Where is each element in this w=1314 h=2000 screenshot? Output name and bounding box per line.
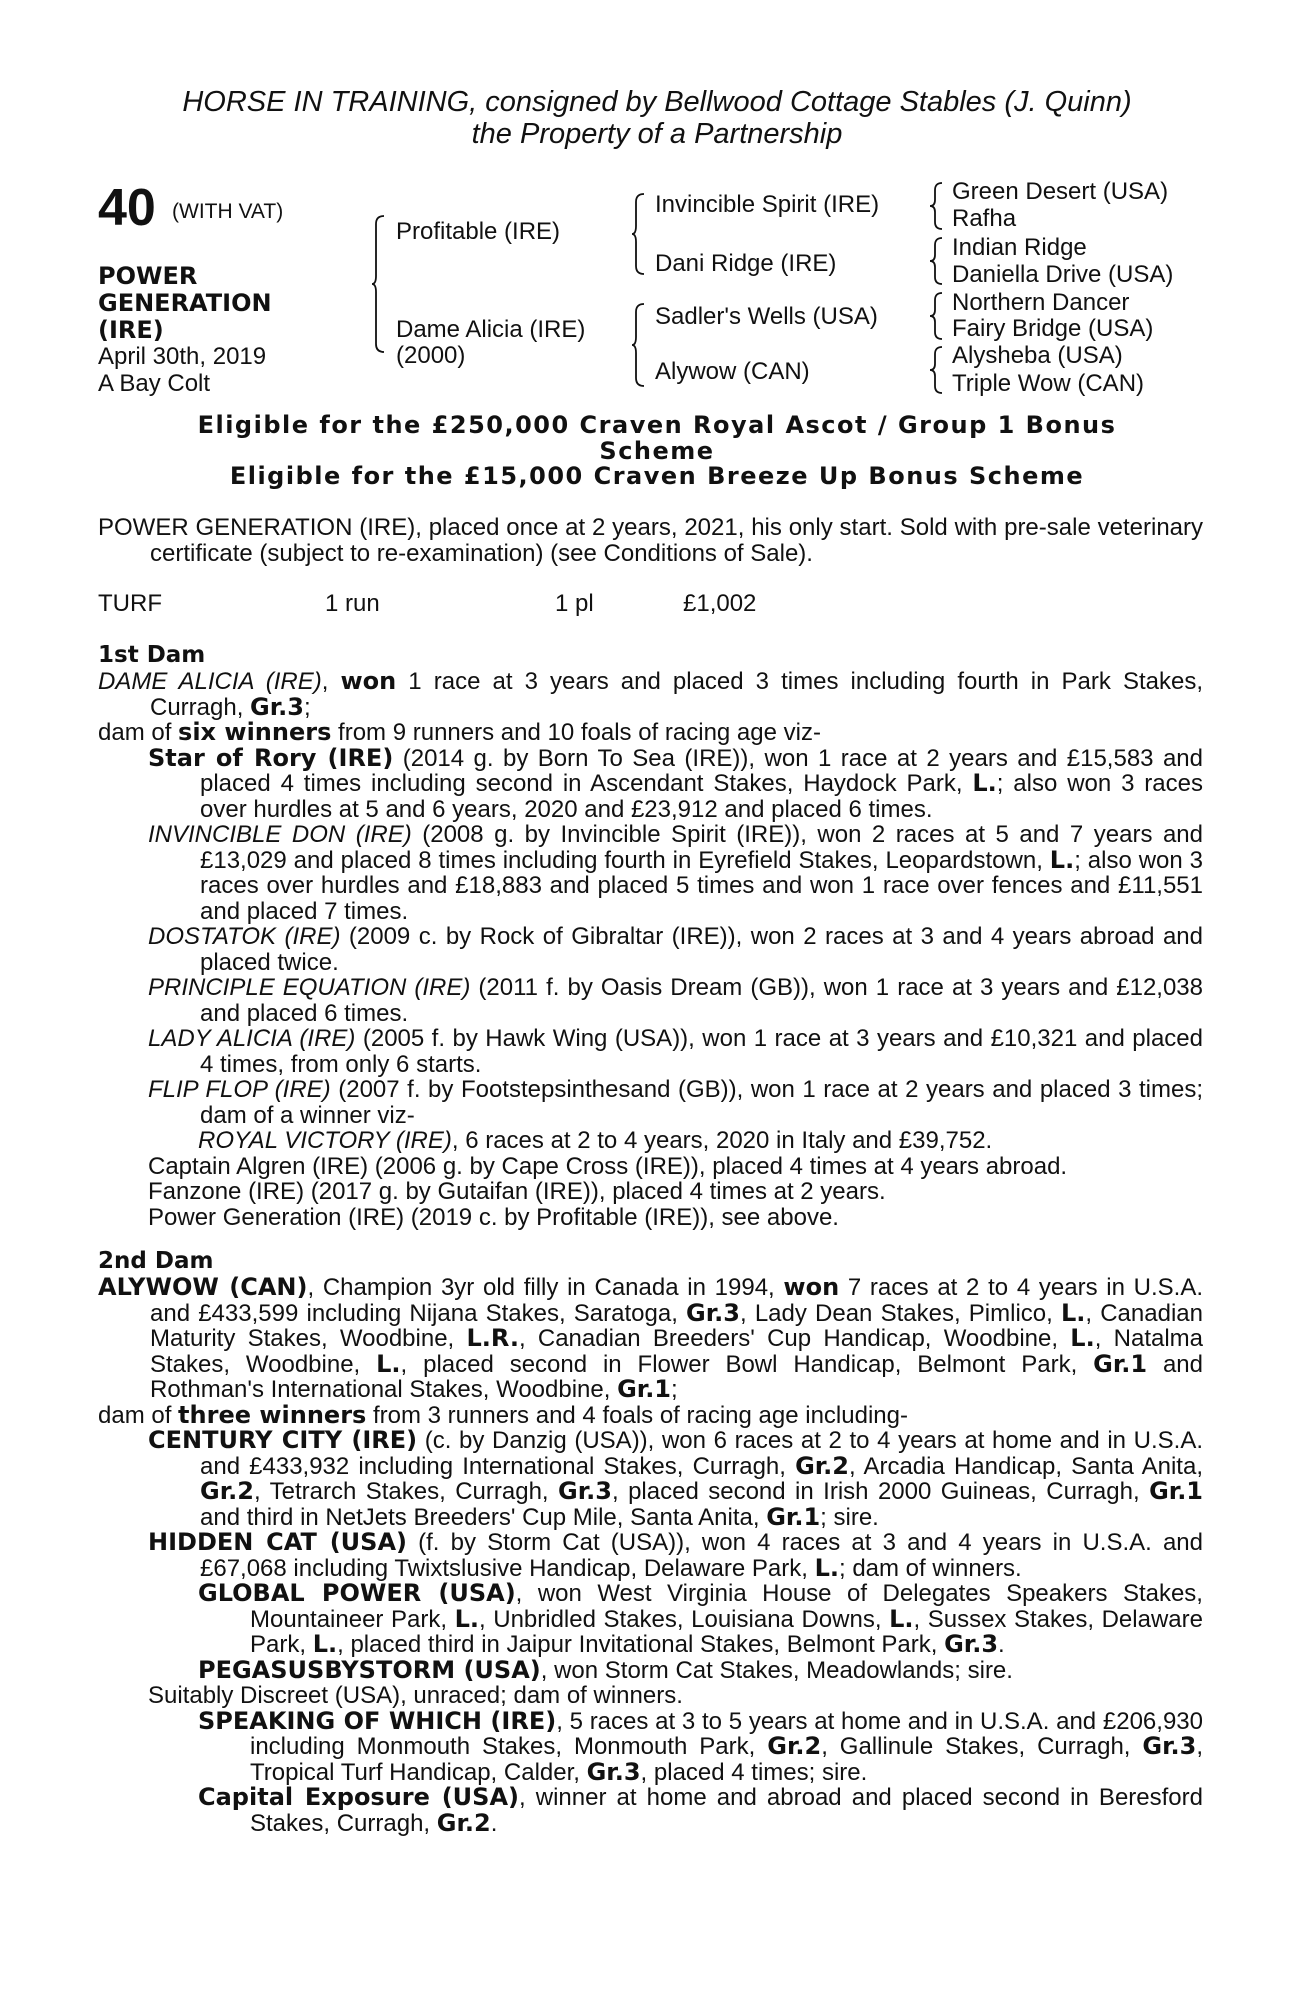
grade-label: Gr.2 — [795, 1451, 849, 1480]
grand-produce-entry — [98, 1706, 1203, 1786]
turf-placed: 1 pl — [555, 590, 594, 617]
produce-text: , Sussex Stakes, Delaware Park, — [250, 1605, 1203, 1658]
produce-name: PRINCIPLE EQUATION (IRE) — [148, 974, 471, 1001]
lot-number: 40 — [98, 179, 156, 237]
produce-text: ; also won 3 races over hurdles at 5 and 6 years, 2020 and £23,912 and placed 6 times. — [200, 770, 1203, 823]
produce-text: , Tropical Turf Handicap, Calder, — [250, 1733, 1203, 1786]
pedigree-sire: Profitable (IRE) — [396, 218, 561, 245]
record-text: , Natalma Stakes, Woodbine, — [150, 1325, 1204, 1378]
produce-text: , Unbridled Stakes, Louisiana Downs, — [479, 1605, 890, 1633]
produce-name: DOSTATOK (IRE) — [148, 923, 341, 950]
second-dam-produce-summary — [98, 1400, 1203, 1429]
intro-section — [98, 515, 1203, 566]
pedigree-bracket-sire — [632, 192, 646, 276]
pedigree-bracket-main — [372, 214, 386, 354]
pedigree-ggp-1: Green Desert (USA) — [952, 178, 1169, 205]
pedigree-sire-dam: Dani Ridge (IRE) — [655, 250, 837, 277]
grade-label: L. — [376, 1349, 401, 1378]
pedigree-ggp-6: Fairy Bridge (USA) — [952, 315, 1154, 342]
vat-label: (WITH VAT) — [172, 200, 284, 223]
produce-name: SPEAKING OF WHICH (IRE) — [198, 1706, 557, 1735]
produce-entry — [98, 743, 1203, 823]
bonus-line-1: Eligible for the £250,000 Craven Royal Ascot / Group 1 Bonus — [197, 411, 1117, 439]
pedigree-ggp-2: Rafha — [952, 205, 1017, 232]
horse-name-line-3: (IRE) — [98, 316, 164, 344]
produce-text: , 5 races at 3 to 5 years at home and in U.S.A. and £206,930 including Monmouth Stakes, Monmouth Park, — [250, 1707, 1203, 1760]
pedigree-bracket-ggp-1 — [930, 181, 944, 231]
pedigree-ggp-7: Alysheba (USA) — [952, 342, 1123, 369]
produce-text: ; dam of winners. — [838, 1554, 1022, 1582]
grade-label: Gr.3 — [250, 692, 304, 721]
produce-text: . — [490, 1809, 498, 1837]
grade-label: Gr.3 — [944, 1630, 999, 1658]
produce-entry — [98, 924, 1203, 975]
produce-text: and third in NetJets Breeders' Cup Mile, Santa Anita, — [200, 1503, 767, 1531]
produce-name: INVINCIBLE DON (IRE) — [148, 821, 412, 848]
first-dam-name: DAME ALICIA (IRE) — [98, 668, 322, 695]
grade-label: Gr.2 — [767, 1732, 822, 1760]
produce-name: GLOBAL POWER (USA) — [198, 1579, 516, 1607]
produce-entry — [98, 822, 1203, 924]
pedigree-ggp-8: Triple Wow (CAN) — [952, 370, 1145, 397]
grade-label: Gr.1 — [1093, 1349, 1148, 1378]
produce-entry — [98, 1077, 1203, 1128]
record-text: and Rothman's International Stakes, Woodbine, — [150, 1350, 1203, 1403]
second-dam-record — [98, 1275, 1203, 1403]
produce-text: . — [998, 1631, 1005, 1658]
grade-label: L. — [1049, 845, 1075, 874]
turf-label: TURF — [98, 590, 162, 617]
record-text: , Canadian Maturity Stakes, Woodbine, — [150, 1299, 1203, 1352]
won-label: won — [340, 667, 397, 695]
pedigree-dam-year: (2000) — [396, 342, 466, 369]
produce-entry: Captain Algren (IRE) (2006 g. by Cape Cross (IRE)), placed 4 times at 4 years abroad. — [148, 1152, 1068, 1180]
grade-label: L. — [454, 1604, 479, 1633]
produce-text: (c. by Danzig (USA)), won 6 races at 2 to 4 years at home and in U.S.A. and £433,932 including International Stakes, Curragh, — [200, 1427, 1203, 1480]
first-dam-heading: 1st Dam — [98, 642, 206, 668]
produce-text: , won Storm Cat Stakes, Meadowlands; sire. — [540, 1656, 1013, 1684]
grade-label: Gr.2 — [200, 1477, 254, 1505]
dam-of-text: dam of — [98, 1401, 179, 1429]
produce-text: ; also won 3 races over hurdles and £18,883 and placed 5 times and won 1 race over fences and £11,551 and placed 7 times. — [200, 846, 1203, 925]
grand-produce-entry — [98, 1785, 1203, 1836]
pedigree-bracket-ggp-4 — [930, 345, 944, 395]
produce-text: , 6 races at 2 to 4 years, 2020 in Italy and £39,752. — [451, 1127, 993, 1154]
first-dam-record: DAME ALICIA (IRE), won 1 race at 3 years and placed 3 times including fourth in Park Stakes, Curragh, Gr.3; — [98, 667, 1203, 721]
produce-name: Star of Rory (IRE) — [148, 743, 394, 772]
bonus-line-2: Scheme — [599, 437, 715, 465]
pedigree-bracket-ggp-2 — [930, 236, 944, 286]
grade-label: Gr.3 — [586, 1757, 641, 1786]
produce-entry: Fanzone (IRE) (2017 g. by Gutaifan (IRE)), placed 4 times at 2 years. — [148, 1178, 886, 1205]
record-text: 7 races at 2 to 4 years in U.S.A. and £433,599 including Nijana Stakes, Saratoga, — [150, 1274, 1204, 1327]
produce-text: , Tetrarch Stakes, Curragh, — [253, 1478, 559, 1505]
horse-name-line-1: POWER — [98, 262, 198, 290]
produce-text: (2009 c. by Rock of Gibraltar (IRE)), won 2 races at 3 and 4 years abroad and placed twice. — [200, 923, 1203, 976]
second-dam-section — [98, 1247, 1203, 1836]
produce-text: (2008 g. by Invincible Spirit (IRE)), won 2 races at 5 and 7 years and £13,029 and placed 8 times including fourth in Eyrefield Stakes, Leopardstown, — [200, 821, 1204, 874]
produce-name: HIDDEN CAT (USA) — [148, 1528, 407, 1556]
produce-entry — [98, 1026, 1203, 1077]
grade-label: Gr.1 — [617, 1375, 672, 1403]
produce-name: ROYAL VICTORY (IRE) — [198, 1127, 452, 1154]
grade-label: L. — [889, 1604, 914, 1633]
pedigree-ggp-3: Indian Ridge — [952, 234, 1087, 261]
produce-text: (2007 f. by Footstepsinthesand (GB)), won 1 race at 2 years and placed 3 times; dam of a winner viz- — [200, 1076, 1203, 1129]
record-text: , placed second in Flower Bowl Handicap, Belmont Park, — [400, 1350, 1094, 1378]
horse-name-line-2: GENERATION — [98, 289, 272, 317]
produce-text: (f. by Storm Cat (USA)), won 4 races at 3 and 4 years in U.S.A. and £67,068 including Twixtslusive Handicap, Delaware Park, — [200, 1529, 1203, 1582]
produce-entry: Suitably Discreet (USA), unraced; dam of winners. — [148, 1682, 683, 1709]
second-dam-name: ALYWOW (CAN) — [98, 1273, 308, 1301]
bonus-line-3: Eligible for the £15,000 Craven Breeze Up Bonus Scheme — [229, 462, 1085, 490]
first-dam-produce-summary — [98, 720, 1203, 746]
grand-produce-entry — [98, 1581, 1203, 1658]
pedigree-dam-sire: Sadler's Wells (USA) — [655, 303, 878, 330]
produce-text: (2014 g. by Born To Sea (IRE)), won 1 race at 2 years and £15,583 and placed 4 times including second in Ascendant Stakes, Haydock Park, — [200, 744, 1203, 797]
produce-text: , Arcadia Handicap, Santa Anita, — [849, 1452, 1203, 1480]
won-label: won — [783, 1273, 840, 1301]
produce-text: , placed second in Irish 2000 Guineas, Curragh, — [611, 1478, 1150, 1505]
turf-earnings: £1,002 — [683, 590, 757, 617]
grade-label: Gr.3 — [558, 1477, 612, 1505]
produce-entry — [98, 1428, 1203, 1530]
record-text: , Lady Dean Stakes, Pimlico, — [739, 1299, 1061, 1327]
horse-description: A Bay Colt — [98, 370, 211, 397]
grade-label: L. — [312, 1630, 338, 1658]
turf-runs: 1 run — [325, 590, 380, 617]
produce-text: , Gallinule Stakes, Curragh, — [821, 1733, 1143, 1760]
pedigree-ggp-4: Daniella Drive (USA) — [952, 261, 1174, 288]
header-line-2: the Property of a Partnership — [471, 118, 843, 150]
produce-text: ; sire. — [820, 1503, 879, 1531]
dam-of-rest: from 3 runners and 4 foals of racing age including- — [366, 1401, 908, 1429]
produce-text: (2005 f. by Hawk Wing (USA)), won 1 race at 3 years and £10,321 and placed 4 times, from only 6 starts. — [200, 1025, 1203, 1078]
pedigree-dam-dam: Alywow (CAN) — [655, 358, 810, 385]
grade-label: Gr.3 — [686, 1298, 740, 1327]
produce-text: , won West Virginia House of Delegates Speakers Stakes, Mountaineer Park, — [250, 1580, 1203, 1633]
winners-count: six winners — [178, 718, 332, 746]
grade-label: Gr.2 — [436, 1808, 491, 1837]
produce-text: (2011 f. by Oasis Dream (GB)), won 1 race at 3 years and £12,038 and placed 6 times. — [200, 974, 1204, 1027]
produce-name: LADY ALICIA (IRE) — [148, 1025, 356, 1052]
record-text: , Canadian Breeders' Cup Handicap, Woodbine, — [518, 1325, 1071, 1352]
winners-count: three winners — [178, 1400, 367, 1429]
dam-of-text: dam of — [98, 719, 179, 746]
produce-name: Capital Exposure (USA) — [198, 1783, 519, 1811]
grand-produce-entry — [98, 1655, 1203, 1684]
dam-of-rest: from 9 runners and 10 foals of racing age viz- — [331, 719, 821, 746]
produce-text: , winner at home and abroad and placed second in Beresford Stakes, Curragh, — [250, 1784, 1203, 1837]
produce-entry: Power Generation (IRE) (2019 c. by Profitable (IRE)), see above. — [148, 1203, 839, 1231]
grade-label: Gr.3 — [1142, 1732, 1197, 1760]
header-line-1: HORSE IN TRAINING, consigned by Bellwood Cottage Stables (J. Quinn) — [182, 86, 1132, 118]
grade-label: L. — [1070, 1324, 1095, 1352]
date-of-birth: April 30th, 2019 — [98, 343, 267, 370]
intro-paragraph: POWER GENERATION (IRE), placed once at 2 years, 2021, his only start. Sold with pre-sale veterinary certificate (subject to re-examination) (see Conditions of Sale). — [98, 514, 1203, 567]
grade-label: Gr.1 — [766, 1502, 821, 1531]
grade-label: L. — [1060, 1298, 1086, 1327]
grade-label: L. — [972, 769, 997, 797]
pedigree-sire-sire: Invincible Spirit (IRE) — [655, 191, 880, 218]
second-dam-heading: 2nd Dam — [98, 1248, 214, 1274]
pedigree-bracket-dam — [632, 302, 646, 388]
produce-name: FLIP FLOP (IRE) — [148, 1076, 331, 1103]
produce-text: , placed 4 times; sire. — [640, 1758, 868, 1786]
record-text: 1 race at 3 years and placed 3 times including fourth in Park Stakes, Curragh, — [150, 668, 1203, 721]
pedigree-ggp-5: Northern Dancer — [952, 289, 1130, 316]
produce-name: PEGASUSBYSTORM (USA) — [198, 1655, 541, 1684]
pedigree-dam: Dame Alicia (IRE) — [396, 316, 586, 343]
grade-label: L.R. — [466, 1324, 519, 1352]
record-end: ; — [671, 1376, 678, 1403]
pedigree-bracket-ggp-3 — [930, 291, 944, 341]
record-end: ; — [303, 693, 311, 721]
grade-label: Gr.1 — [1149, 1477, 1204, 1505]
grand-produce-entry — [98, 1128, 1203, 1154]
produce-entry — [98, 975, 1203, 1026]
produce-name: CENTURY CITY (IRE) — [148, 1426, 418, 1454]
record-text: , Champion 3yr old filly in Canada in 1994, — [307, 1274, 784, 1301]
grade-label: L. — [814, 1553, 839, 1582]
produce-entry — [98, 1530, 1203, 1581]
produce-text: , placed third in Jaipur Invitational Stakes, Belmont Park, — [337, 1631, 945, 1658]
first-dam-section — [98, 641, 1203, 1230]
